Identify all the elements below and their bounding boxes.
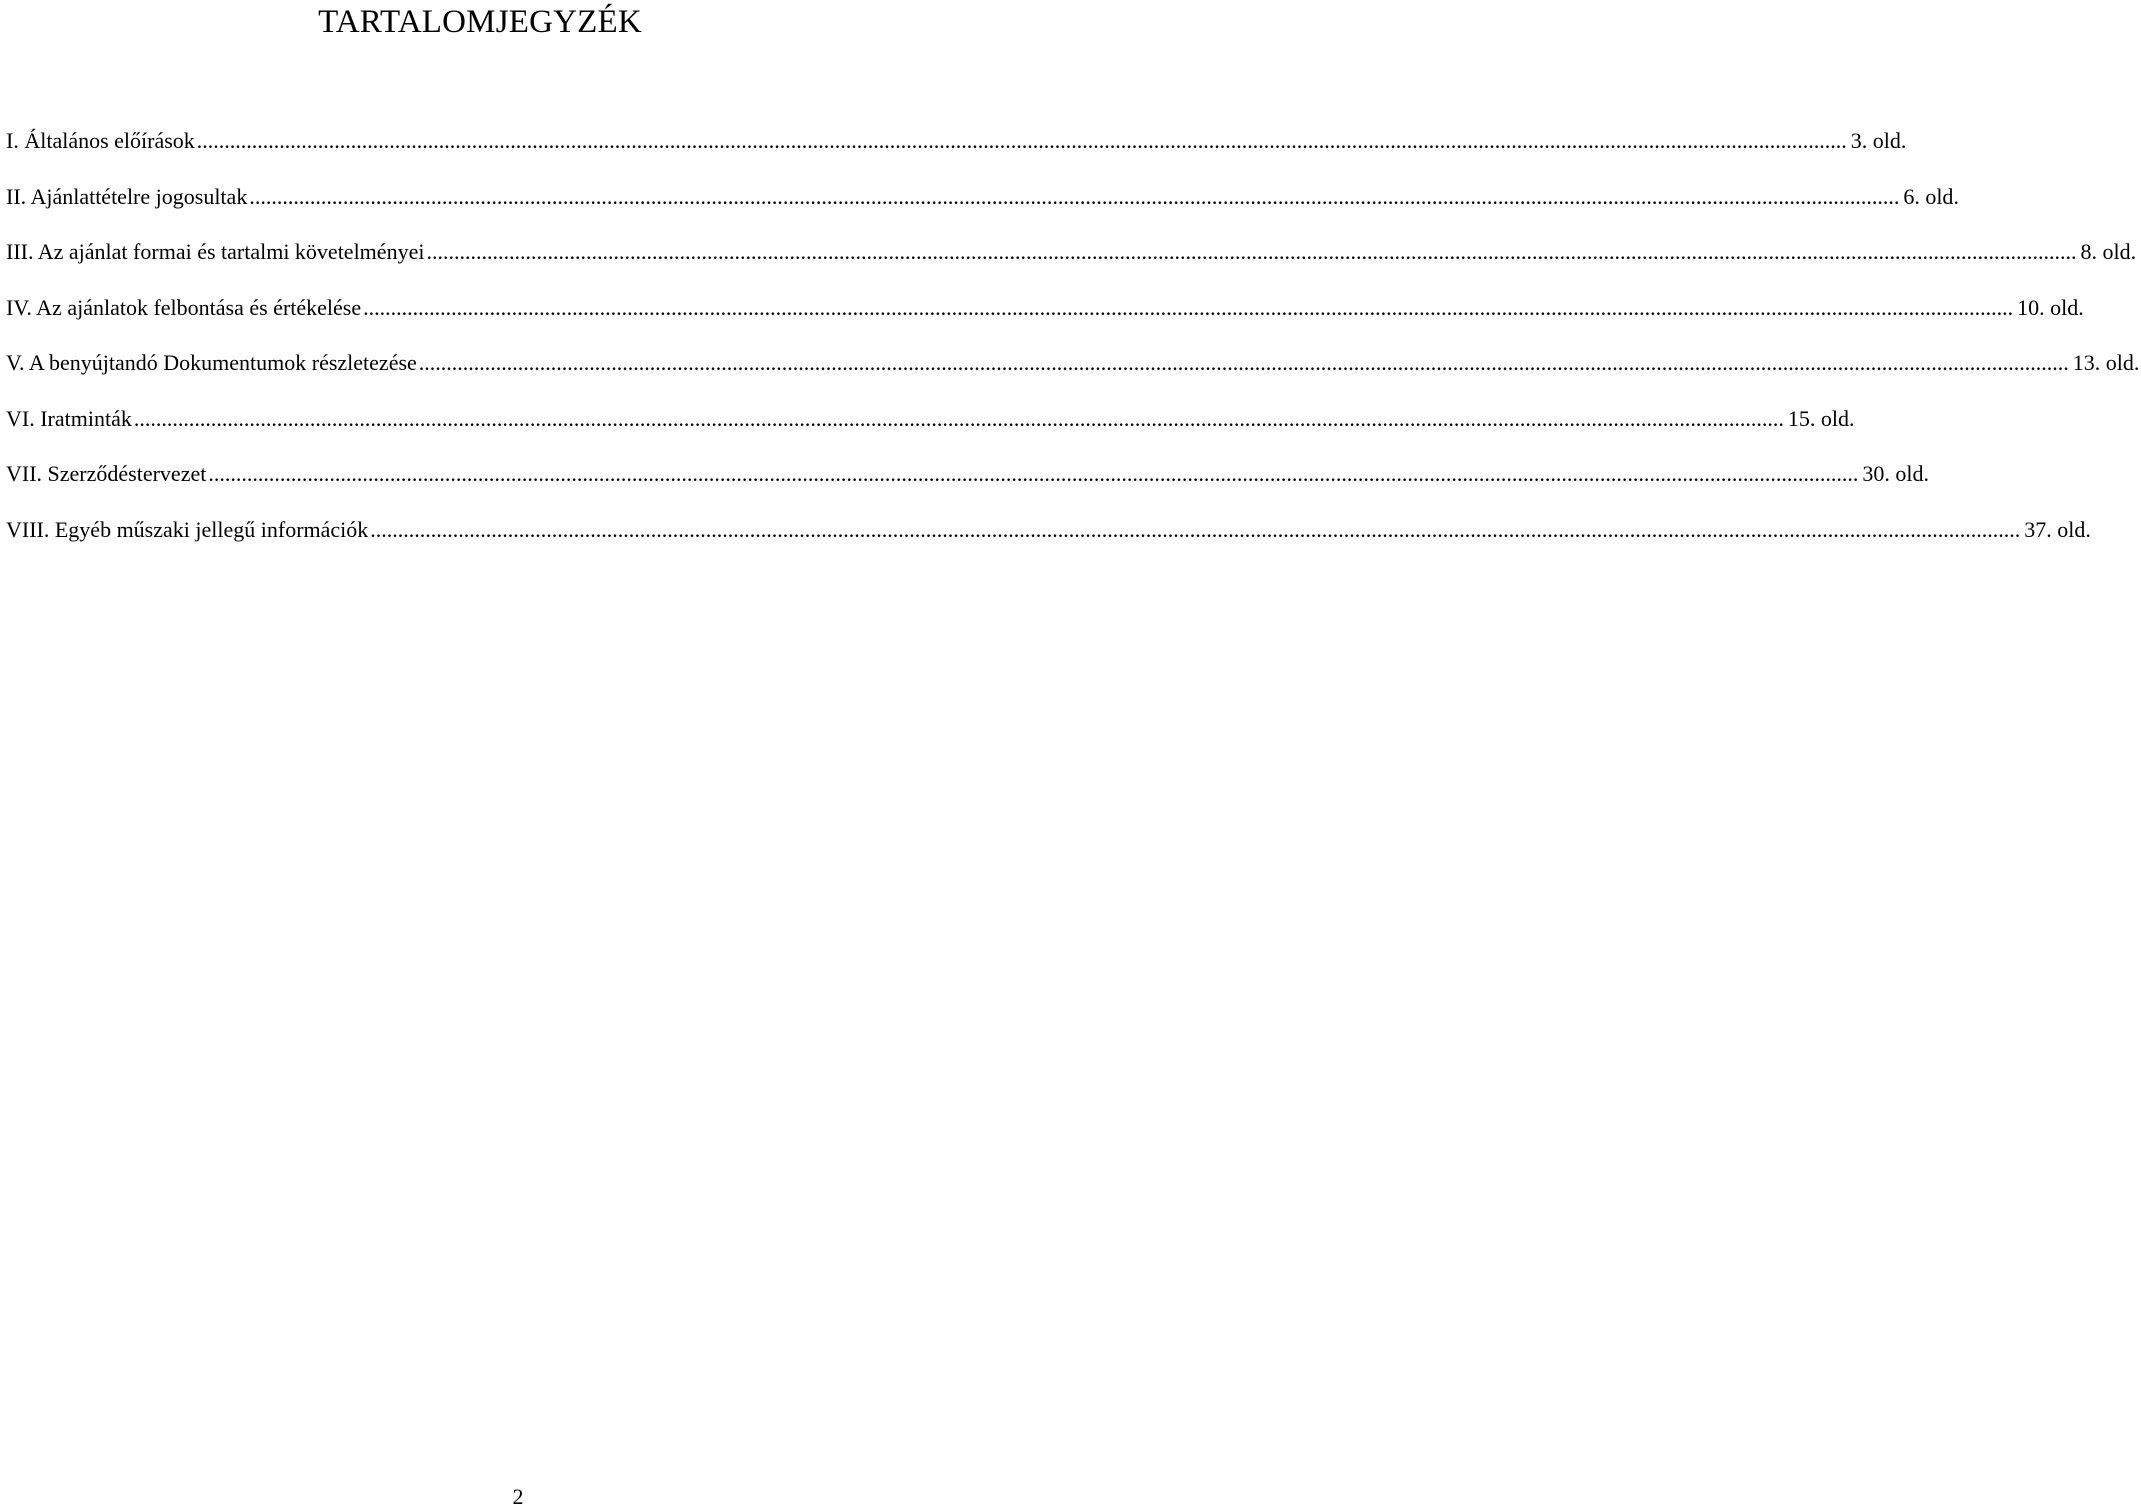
toc-entry-label: I. Általános előírások: [6, 128, 195, 153]
toc-entry-label: VI. Iratminták: [6, 405, 132, 431]
toc-entry[interactable]: [6, 514, 2091, 570]
toc-entry-label: VIII. Egyéb műszaki jellegű információk: [6, 516, 369, 542]
toc-entry[interactable]: [6, 181, 1959, 237]
toc-entry-label: VII. Szerződéstervezet: [6, 461, 207, 486]
toc-entry-label: III. Az ajánlat formai és tartalmi követelményei: [6, 239, 425, 264]
toc-leader-dots: ............................................................................................................................................................................................................................................................................................................: [208, 461, 1859, 486]
toc-leader-dots: ............................................................................................................................................................................................................................................................................................................: [426, 239, 2077, 264]
toc-leader-dots: ............................................................................................................................................................................................................................................................................................................: [418, 350, 2069, 375]
toc-entry-page: 13. old.: [2072, 350, 2140, 375]
table-of-contents: [6, 125, 2140, 569]
toc-entry-label: V. A benyújtandó Dokumentumok részletezése: [6, 350, 417, 375]
toc-leader-dots: ............................................................................................................................................................................................................................................................................................................: [363, 294, 2014, 320]
toc-leader-dots: ............................................................................................................................................................................................................................................................................................................: [196, 128, 1847, 153]
toc-entry-page: 6. old.: [1903, 183, 1959, 209]
toc-entry-page: 15. old.: [1787, 405, 1855, 431]
page-title: TARTALOMJEGYZÉK: [318, 4, 642, 40]
toc-entry-label: II. Ajánlattételre jogosultak: [6, 183, 248, 209]
toc-entry[interactable]: [6, 236, 2137, 292]
toc-entry-page: 10. old.: [2017, 294, 2084, 320]
toc-entry-page: 37. old.: [2024, 516, 2091, 542]
toc-leader-dots: ............................................................................................................................................................................................................................................................................................................: [133, 405, 1784, 431]
toc-entry[interactable]: [6, 347, 2140, 403]
toc-entry-page: 30. old.: [1862, 461, 1929, 486]
toc-entry-page: 3. old.: [1850, 128, 1907, 153]
toc-entry[interactable]: [6, 292, 2084, 348]
toc-entry-page: 8. old.: [2080, 239, 2137, 264]
toc-entry[interactable]: [6, 125, 1907, 181]
toc-leader-dots: ............................................................................................................................................................................................................................................................................................................: [249, 183, 1900, 209]
toc-leader-dots: ............................................................................................................................................................................................................................................................................................................: [370, 516, 2021, 542]
toc-entry-label: IV. Az ajánlatok felbontása és értékelése: [6, 294, 362, 320]
toc-entry[interactable]: [6, 458, 1929, 514]
toc-entry[interactable]: [6, 403, 1855, 459]
page-number: 2: [512, 1484, 524, 1509]
